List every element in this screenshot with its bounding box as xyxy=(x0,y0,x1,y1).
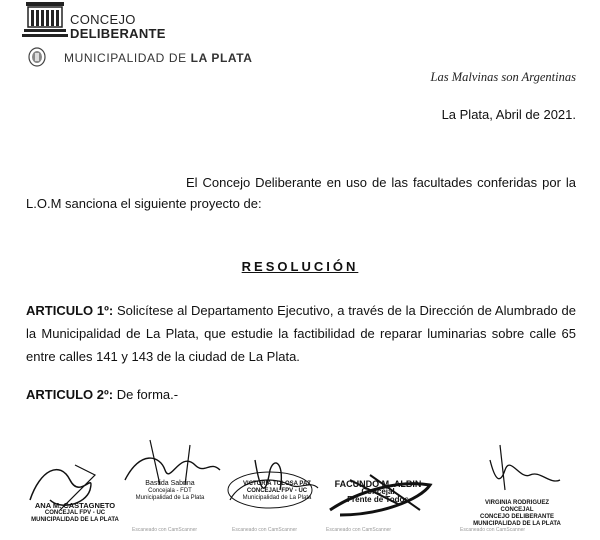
signature-5-extra: MUNICIPALIDAD DE LA PLATA xyxy=(473,521,561,527)
signature-5-muni: CONCEJO DELIBERANTE xyxy=(479,514,554,520)
signature-2-muni: Municipalidad de La Plata xyxy=(135,495,205,501)
article-1-text: Solicítese al Departamento Ejecutivo, a través de la Dirección de Alumbrado de la Municipalidad de La Plata, que estudie la factibilidad de reparar luminarias sobre calle 65 entre calles 141 y 143 de la ciudad de La Plata. xyxy=(26,303,576,364)
signature-2-role: Concejala - FDT xyxy=(148,488,192,494)
signature-4-muni: Frente de Todos xyxy=(347,495,409,504)
article-2-label: ARTICULO 2º: xyxy=(26,387,114,402)
signature-3-muni: Municipalidad de La Plata xyxy=(242,495,312,501)
signature-1-name: ANA M. CASTAGNETO xyxy=(34,501,116,510)
municipality-name xyxy=(64,51,253,65)
scanner-stamp-4: Escaneado con CamScanner xyxy=(460,527,526,533)
scanner-stamp-2: Escaneado con CamScanner xyxy=(232,527,298,533)
document-title: RESOLUCIÓN xyxy=(241,259,359,274)
signature-4 xyxy=(318,480,438,504)
scanner-stamp-1: Escaneado con CamScanner xyxy=(132,527,198,533)
signature-2-name: Bastida Sabrina xyxy=(145,480,195,487)
motto: Las Malvinas son Argentinas xyxy=(430,70,576,84)
signature-1 xyxy=(20,502,130,524)
signature-4-name: FACUNDO M. ALBIN xyxy=(334,479,422,489)
signature-1-role: CONCEJAL FPV - UC xyxy=(44,510,106,516)
article-1-label: ARTICULO 1º: xyxy=(26,303,114,318)
municipality-city: LA PLATA xyxy=(190,51,253,65)
signature-3 xyxy=(232,480,322,502)
signature-1-muni: MUNICIPALIDAD DE LA PLATA xyxy=(31,517,119,523)
article-2 xyxy=(26,387,178,402)
signature-5-role: CONCEJAL xyxy=(500,507,534,513)
signature-2 xyxy=(120,480,220,502)
intro-paragraph: El Concejo Deliberante en uso de las facultades conferidas por la L.O.M sanciona el siguiente proyecto de: xyxy=(26,175,576,211)
article-2-text: De forma.- xyxy=(116,387,179,402)
concejo-building-logo xyxy=(22,0,68,40)
dateline: La Plata, Abril de 2021. xyxy=(441,107,576,122)
municipal-seal-icon xyxy=(28,47,46,67)
scanner-stamp-3: Escaneado con CamScanner xyxy=(326,527,392,533)
article-1 xyxy=(26,299,576,368)
municipality-prefix: MUNICIPALIDAD DE xyxy=(64,51,187,65)
signature-3-role: CONCEJAL FPV - UC xyxy=(246,488,308,494)
org-name-line2: DELIBERANTE xyxy=(70,26,166,41)
signature-4-role: Concejal xyxy=(361,487,395,496)
signature-5-name: VIRGINIA RODRIGUEZ xyxy=(484,500,550,506)
org-name-line1: CONCEJO xyxy=(70,12,136,27)
signature-3-name: VICTORIA TOLOSA PAZ xyxy=(243,481,311,487)
signature-5 xyxy=(452,500,582,528)
